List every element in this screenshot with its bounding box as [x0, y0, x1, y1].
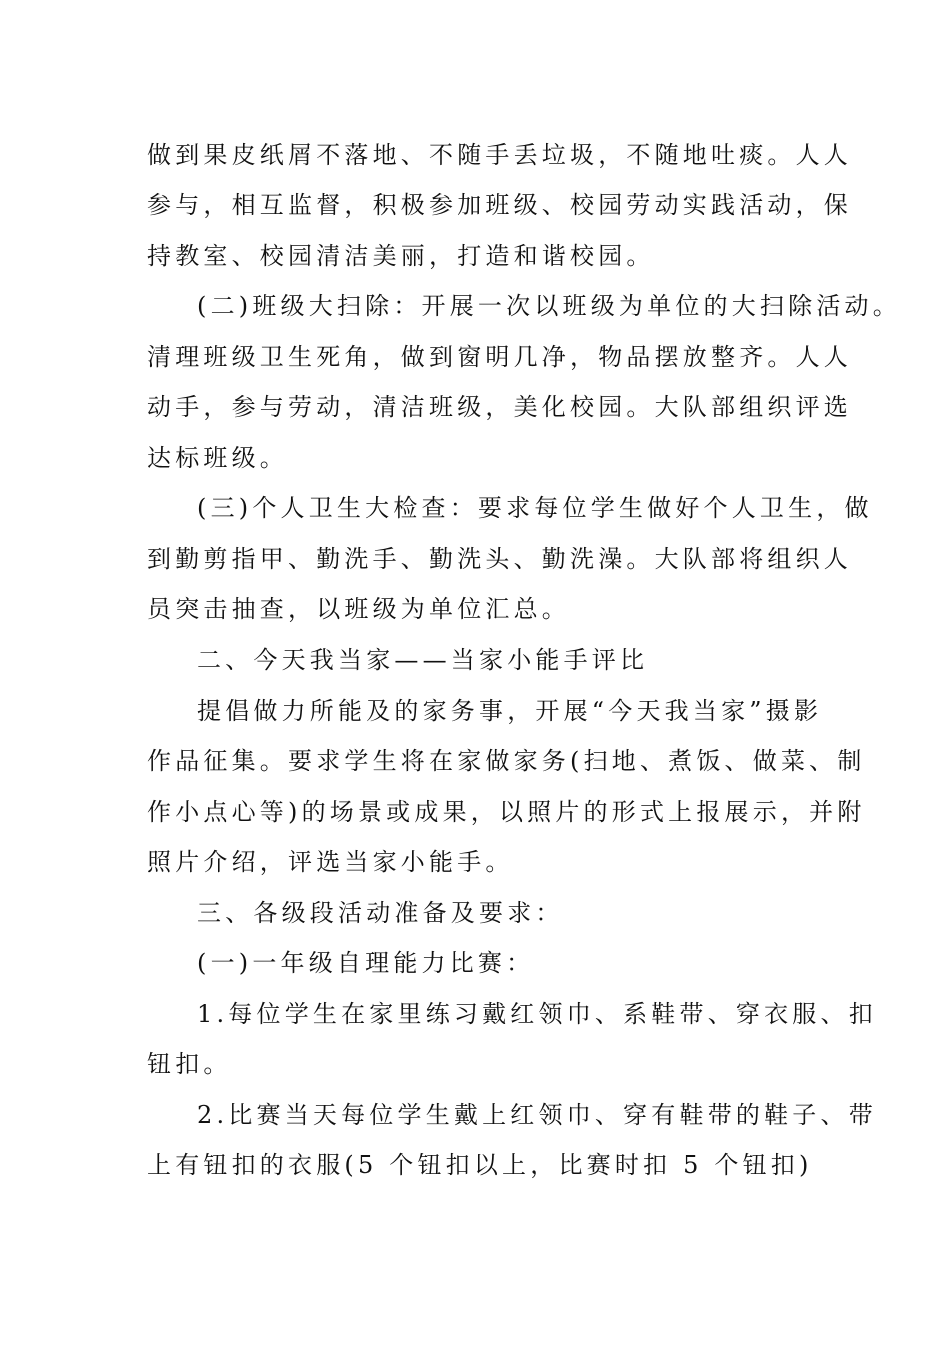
- text-line: 达标班级。: [147, 444, 288, 472]
- text-line: 员突击抽查，以班级为单位汇总。: [147, 595, 570, 623]
- text-line: (三)个人卫生大检查：要求每位学生做好个人卫生，做: [197, 494, 873, 522]
- text-line: 作品征集。要求学生将在家做家务(扫地、煮饭、做菜、制: [147, 747, 866, 775]
- text-line: 到勤剪指甲、勤洗手、勤洗头、勤洗澡。大队部将组织人: [147, 545, 852, 573]
- text-line: 做到果皮纸屑不落地、不随手丢垃圾，不随地吐痰。人人: [147, 141, 852, 169]
- text-line: 清理班级卫生死角，做到窗明几净，物品摆放整齐。人人: [147, 343, 852, 371]
- text-line: 钮扣。: [147, 1050, 232, 1078]
- section-heading: 三、各级段活动准备及要求：: [197, 899, 564, 927]
- text-line: 上有钮扣的衣服(5 个钮扣以上，比赛时扣 5 个钮扣): [147, 1151, 813, 1179]
- list-item: 2.比赛当天每位学生戴上红领巾、穿有鞋带的鞋子、带: [197, 1101, 877, 1129]
- text-line: 照片介绍，评选当家小能手。: [147, 848, 514, 876]
- list-item: 1.每位学生在家里练习戴红领巾、系鞋带、穿衣服、扣: [197, 1000, 877, 1028]
- text-line: 提倡做力所能及的家务事，开展“今天我当家”摄影: [197, 697, 823, 725]
- text-line: 持教室、校园清洁美丽，打造和谐校园。: [147, 242, 655, 270]
- text-line: 作小点心等)的场景或成果，以照片的形式上报展示，并附: [147, 798, 866, 826]
- text-line: (二)班级大扫除：开展一次以班级为单位的大扫除活动。: [197, 292, 901, 320]
- text-line: 参与，相互监督，积极参加班级、校园劳动实践活动，保: [147, 191, 852, 219]
- section-heading: 二、今天我当家——当家小能手评比: [197, 646, 649, 674]
- subsection-heading: (一)一年级自理能力比赛：: [197, 949, 535, 977]
- text-line: 动手，参与劳动，清洁班级，美化校园。大队部组织评选: [147, 393, 852, 421]
